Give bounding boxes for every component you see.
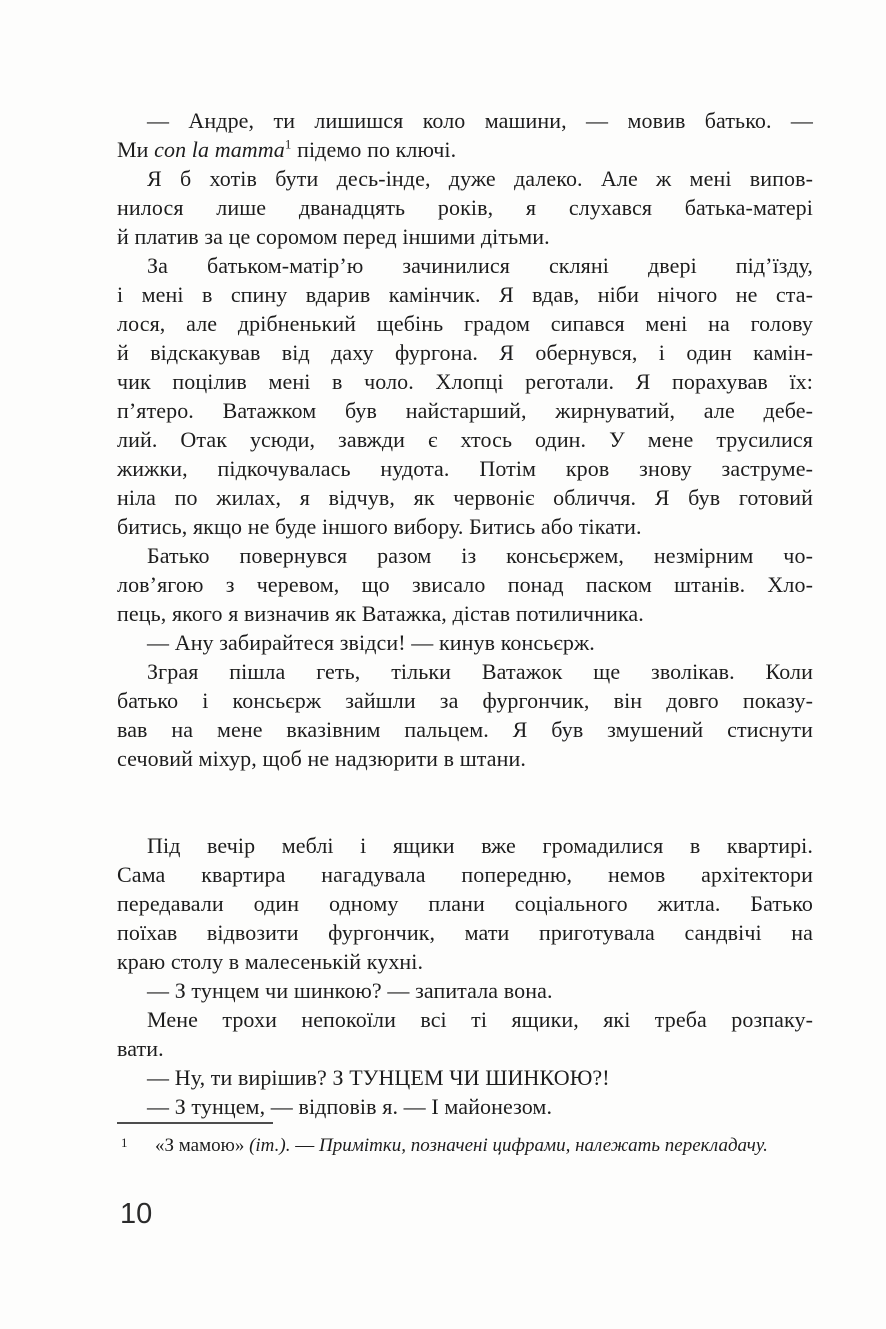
- paragraph: [117, 628, 813, 657]
- text-block: [117, 106, 813, 1121]
- footnote-content: «З мамою» (іт.). — Примітки, позначені цифрами, належать перекладачу.: [155, 1135, 768, 1156]
- text-line: Зграя пішла геть, тільки Ватажок ще зволікав. Коли: [147, 659, 813, 684]
- text-line: ніла по жилах, я відчув, як червоніє обличчя. Я був готовий: [117, 485, 813, 510]
- text-line: битись, якщо не буде іншого вибору. Битись або тікати.: [117, 514, 642, 539]
- paragraph: [117, 251, 813, 541]
- text-line: чик поцілив мені в чоло. Хлопці реготали. Я порахував їх:: [117, 369, 813, 394]
- text-line: Сама квартира нагадувала попередню, немов архітектори: [117, 862, 813, 887]
- text-line: сечовий міхур, щоб не надзюрити в штани.: [117, 746, 526, 771]
- footnote-marker: 1: [121, 1135, 128, 1150]
- page-number: 10: [120, 1198, 153, 1230]
- paragraph: [117, 106, 813, 164]
- text-line: батько і консьєрж зайшли за фургончик, він довго показу-: [117, 688, 813, 713]
- paragraph: [117, 976, 813, 1005]
- paragraph: [117, 1063, 813, 1092]
- paragraph: [117, 657, 813, 773]
- paragraph: [117, 1092, 813, 1121]
- paragraph: [117, 541, 813, 628]
- text-line: й відскакував від даху фургона. Я обернувся, і один камін-: [117, 340, 813, 365]
- text-line: і мені в спину вдарив камінчик. Я вдав, ніби нічого не ста-: [117, 282, 813, 307]
- text-line: Батько повернувся разом із консьєржем, незмірним чо-: [147, 543, 813, 568]
- text-line: краю столу в малесенькій кухні.: [117, 949, 424, 974]
- text-line: — З тунцем, — відповів я. — І майонезом.: [147, 1094, 553, 1119]
- text-line: — Ну, ти вирішив? З ТУНЦЕМ ЧИ ШИНКОЮ?!: [147, 1065, 610, 1090]
- text-line: передавали один одному плани соціального житла. Батько: [117, 891, 813, 916]
- text-line: й платив за це соромом перед іншими дітьми.: [117, 224, 550, 249]
- text-line: пець, якого я визначив як Ватажка, дістав потиличника.: [117, 601, 644, 626]
- footnote-text: [117, 1134, 817, 1158]
- text-line: — З тунцем чи шинкою? — запитала вона.: [147, 978, 553, 1003]
- text-line: п’ятеро. Ватажком був найстарший, жирнуватий, але дебе-: [117, 398, 813, 423]
- paragraph: [117, 831, 813, 976]
- text-line: Мене трохи непокоїли всі ті ящики, які треба розпаку-: [147, 1007, 813, 1032]
- text-line: нилося лише дванадцять років, я слухався батька-матері: [117, 195, 813, 220]
- paragraph: [117, 1005, 813, 1063]
- text-line: лося, але дрібненький щебінь градом сипався мені на голову: [117, 311, 813, 336]
- footnote-rule: [117, 1122, 273, 1124]
- footnote: [117, 1122, 817, 1158]
- paragraph: [117, 164, 813, 251]
- text-line: жижки, підкочувалась нудота. Потім кров знову заструме-: [117, 456, 813, 481]
- text-line: — Ану забирайтеся звідси! — кинув консьєрж.: [147, 630, 595, 655]
- text-line: Я б хотів бути десь-інде, дуже далеко. Але ж мені випов-: [147, 166, 813, 191]
- text-line: лий. Отак усюди, завжди є хтось один. У мене трусилися: [117, 427, 813, 452]
- text-line: поїхав відвозити фургончик, мати приготувала сандвічі на: [117, 920, 813, 945]
- text-line: Ми con la mamma$^1$ підемо по ключі.: [117, 136, 457, 162]
- text-line: лов’ягою з черевом, що звисало понад паском штанів. Хло-: [117, 572, 813, 597]
- text-line: вати.: [117, 1036, 164, 1061]
- text-line: — Андре, ти лишишся коло машини, — мовив батько. —: [147, 108, 813, 133]
- text-line: За батьком-матір’ю зачинилися скляні двері під’їзду,: [147, 253, 813, 278]
- text-line: Під вечір меблі і ящики вже громадилися в квартирі.: [147, 833, 813, 858]
- text-line: вав на мене вказівним пальцем. Я був змушений стиснути: [117, 717, 813, 742]
- footnote-ref: 1: [284, 136, 292, 152]
